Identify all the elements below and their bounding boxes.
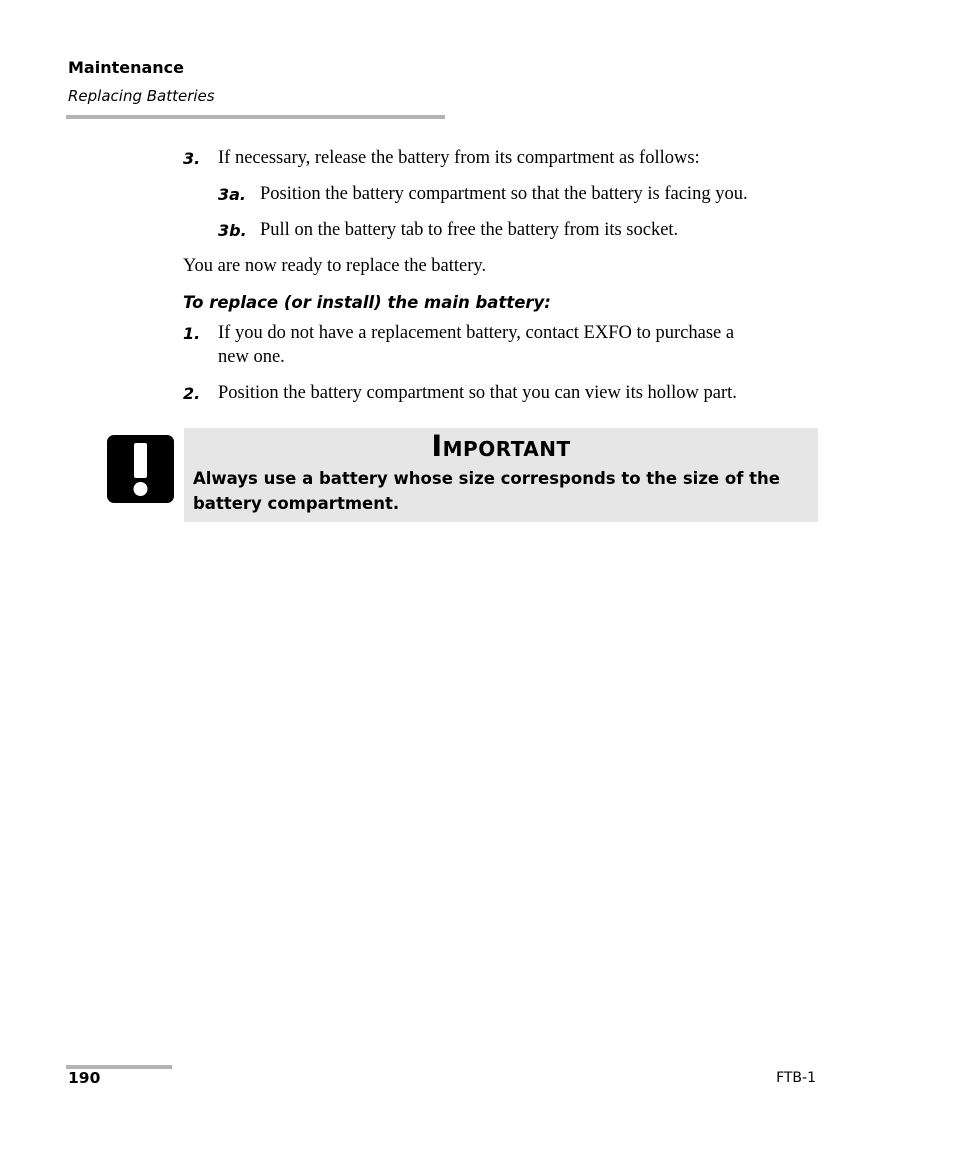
page-number: 190 bbox=[68, 1069, 101, 1087]
step-number: 2. bbox=[183, 384, 201, 403]
important-note-box bbox=[184, 428, 818, 522]
procedure-title: To replace (or install) the main battery: bbox=[183, 293, 551, 312]
step-number: 1. bbox=[183, 324, 201, 343]
header-section-title: Maintenance bbox=[68, 58, 185, 77]
header-rule bbox=[66, 115, 445, 119]
step-text-line: new one. bbox=[218, 347, 285, 367]
substep-number: 3a. bbox=[218, 185, 247, 204]
step-text: Position the battery compartment so that you can view its hollow part. bbox=[218, 383, 737, 403]
important-note-line: Always use a battery whose size corresponds to the size of the bbox=[193, 469, 780, 488]
substep-number: 3b. bbox=[218, 221, 247, 240]
important-note-line: battery compartment. bbox=[193, 494, 400, 513]
header-subsection-title: Replacing Batteries bbox=[68, 87, 215, 105]
step-text: If necessary, release the battery from its compartment as follows: bbox=[218, 148, 700, 168]
important-note-text bbox=[193, 466, 803, 516]
document-id: FTB-1 bbox=[776, 1070, 816, 1086]
step-text-line: If you do not have a replacement battery, contact EXFO to purchase a bbox=[218, 323, 735, 343]
body-paragraph: You are now ready to replace the battery. bbox=[183, 256, 487, 276]
substep-text: Pull on the battery tab to free the battery from its socket. bbox=[260, 220, 679, 240]
substep-text: Position the battery compartment so that the battery is facing you. bbox=[260, 184, 748, 204]
exclamation-icon bbox=[107, 435, 174, 503]
step-number: 3. bbox=[183, 149, 201, 168]
important-note-heading: Important bbox=[431, 429, 571, 463]
